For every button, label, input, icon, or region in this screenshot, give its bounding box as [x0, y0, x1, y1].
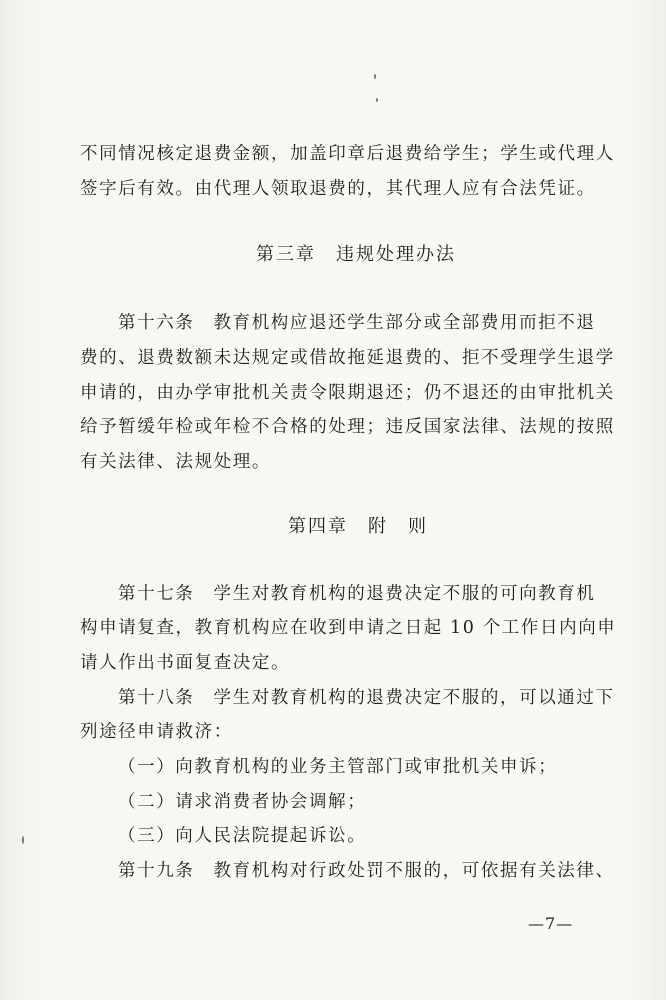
article-19: 第十九条 教育机构对行政处罚不服的，可依据有关法律、	[118, 861, 615, 881]
paragraph-line: 有关法律、法规处理。	[80, 452, 271, 472]
paragraph-line: 申请的，由办学审批机关责令限期退还；仍不退还的由审批机关	[80, 383, 615, 403]
paragraph-line: 构申请复查，教育机构应在收到申请之日起 10 个工作日内向申	[80, 618, 617, 638]
page-number: —7—	[528, 914, 574, 933]
paragraph-line: 给予暂缓年检或年检不合格的处理；违反国家法律、法规的按照	[80, 417, 615, 437]
list-item: （三）向人民法院提起诉讼。	[118, 826, 367, 846]
chapter-heading: 第三章 违规处理办法	[256, 244, 456, 265]
list-item: （一）向教育机构的业务主管部门或审批机关申诉；	[118, 757, 558, 777]
scan-speck	[22, 836, 24, 844]
article-16: 第十六条 教育机构应退还学生部分或全部费用而拒不退	[118, 313, 596, 333]
article-18: 第十八条 学生对教育机构的退费决定不服的，可以通过下	[118, 688, 615, 708]
article-17: 第十七条 学生对教育机构的退费决定不服的可向教育机	[118, 584, 596, 604]
paragraph-line: 费的、退费数额未达规定或借故拖延退费的、拒不受理学生退学	[80, 348, 615, 368]
list-item: （二）请求消费者协会调解；	[118, 792, 367, 812]
scan-speck	[376, 98, 378, 102]
scan-speck	[374, 74, 376, 79]
paragraph-line: 请人作出书面复查决定。	[80, 653, 291, 673]
paragraph-line: 签字后有效。由代理人领取退费的，其代理人应有合法凭证。	[80, 179, 596, 199]
paragraph-line: 不同情况核定退费金额，加盖印章后退费给学生；学生或代理人	[80, 144, 615, 164]
chapter-heading: 第四章 附 则	[288, 516, 428, 537]
paragraph-line: 列途径申请救济：	[80, 722, 233, 742]
